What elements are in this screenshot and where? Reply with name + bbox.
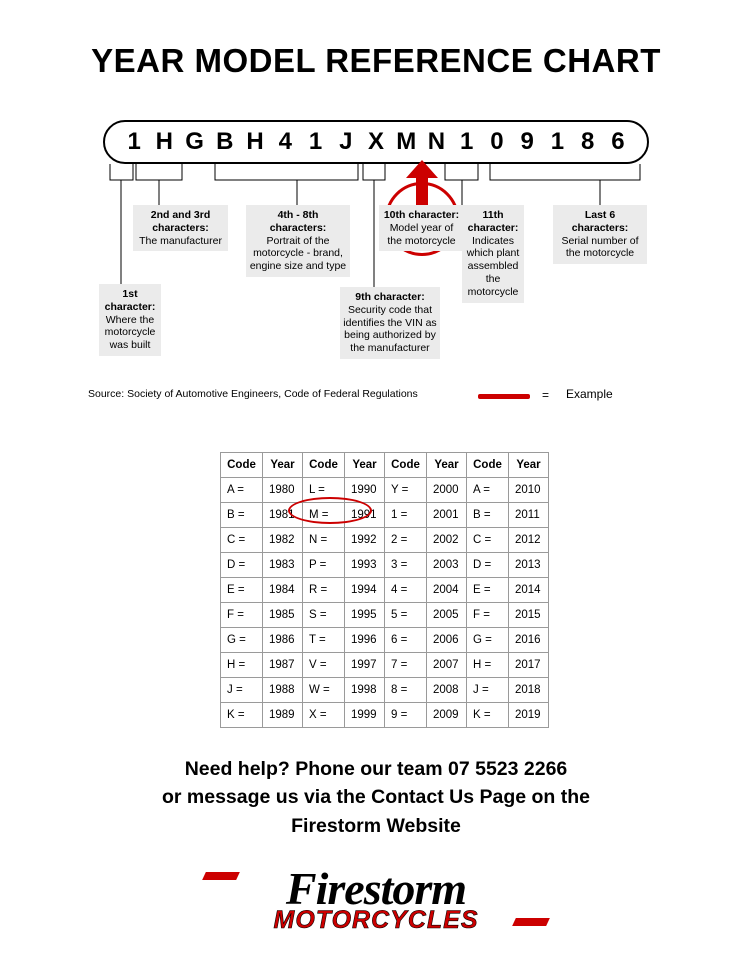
vin-char-5: H	[246, 128, 264, 155]
help-line-2: or message us via the Contact Us Page on the	[161, 786, 591, 809]
table-row	[221, 553, 549, 578]
cell-code: C =	[221, 528, 263, 553]
vin-char-13: 0	[490, 128, 504, 155]
cell-year: 2007	[427, 653, 467, 678]
logo-slash-right-icon	[512, 918, 550, 926]
vin-char-7: 1	[308, 128, 323, 155]
cell-year: 1987	[263, 653, 303, 678]
cell-code: B =	[221, 503, 263, 528]
callout-heading: 4th - 8th characters:	[269, 209, 327, 234]
cell-year: 2006	[427, 628, 467, 653]
cell-code: 1 =	[385, 503, 427, 528]
cell-year: 2013	[509, 553, 549, 578]
cell-code: 6 =	[385, 628, 427, 653]
vin-char-2: H	[155, 128, 174, 155]
cell-code: 3 =	[385, 553, 427, 578]
table-header-code-2: Code	[303, 453, 345, 478]
table-header-year-2: Year	[345, 453, 385, 478]
table-row	[221, 628, 549, 653]
callout-body: The manufacturer	[139, 234, 222, 247]
cell-year: 1994	[345, 578, 385, 603]
vin-char-9: X	[367, 128, 384, 155]
cell-code: F =	[467, 603, 509, 628]
cell-code: Y =	[385, 478, 427, 503]
callout-body: Indicates which plant assembled the motorcycle	[466, 234, 520, 298]
table-row	[221, 578, 549, 603]
callout-4th-8th-characters	[246, 205, 350, 277]
cell-year: 1988	[263, 678, 303, 703]
cell-year: 1983	[263, 553, 303, 578]
callout-body: Security code that identifies the VIN as being authorized by the manufacturer	[343, 303, 437, 355]
callout-2nd-3rd-characters	[133, 205, 228, 251]
callout-heading: 1st character:	[104, 288, 156, 313]
callout-heading: 9th character:	[355, 291, 425, 303]
table-row	[221, 603, 549, 628]
cell-code: J =	[221, 678, 263, 703]
callout-heading: Last 6 characters:	[571, 209, 629, 234]
cell-year: 2000	[427, 478, 467, 503]
source-note: Source: Society of Automotive Engineers, Code of Federal Regulations	[88, 388, 418, 400]
cell-code: B =	[467, 503, 509, 528]
vin-char-15: 1	[550, 128, 565, 155]
cell-year: 2018	[509, 678, 549, 703]
cell-code: L =	[303, 478, 345, 503]
cell-code: G =	[221, 628, 263, 653]
vin-char-4: B	[216, 128, 234, 155]
vin-char-3: G	[185, 128, 204, 155]
help-line-1: Need help? Phone our team 07 5523 2266	[184, 758, 568, 780]
table-row	[221, 503, 549, 528]
table-header-year-4: Year	[509, 453, 549, 478]
cell-year: 1995	[345, 603, 385, 628]
help-line-3: Firestorm Website	[291, 814, 461, 837]
help-text	[0, 755, 752, 840]
year-code-table-wrapper	[220, 452, 549, 728]
cell-year: 1997	[345, 653, 385, 678]
cell-year: 2014	[509, 578, 549, 603]
example-equals-sign: =	[542, 388, 550, 402]
table-row	[221, 478, 549, 503]
vin-char-17: 6	[611, 128, 625, 155]
table-header-code-3: Code	[385, 453, 427, 478]
callout-body: Where the motorcycle was built	[104, 313, 156, 352]
cell-year: 1982	[263, 528, 303, 553]
cell-code: G =	[467, 628, 509, 653]
callout-11th-character	[462, 205, 524, 303]
vin-char-1: 1	[127, 128, 141, 155]
callout-9th-character	[340, 287, 440, 359]
cell-year: 2002	[427, 528, 467, 553]
callout-1st-character	[99, 284, 161, 356]
cell-code: F =	[221, 603, 263, 628]
cell-year: 2008	[427, 678, 467, 703]
cell-year: 2009	[427, 703, 467, 728]
table-header-year-3: Year	[427, 453, 467, 478]
year-1991-highlight-circle	[288, 497, 372, 524]
cell-code: R =	[303, 578, 345, 603]
vin-char-8: J	[339, 128, 353, 155]
cell-code: S =	[303, 603, 345, 628]
callout-body: Serial number of the motorcycle	[561, 234, 639, 260]
cell-code-m: M =	[303, 503, 345, 528]
vin-number-box	[103, 120, 649, 164]
table-header-year-1: Year	[263, 453, 303, 478]
logo-wordmark-firestorm: Firestorm	[285, 863, 467, 914]
table-header-row	[221, 453, 549, 478]
table-row	[221, 703, 549, 728]
cell-code: H =	[467, 653, 509, 678]
cell-year: 1981	[263, 503, 303, 528]
callout-heading: 2nd and 3rd characters:	[150, 209, 211, 234]
cell-code: E =	[467, 578, 509, 603]
logo-wordmark-motorcycles: MOTORCYCLES	[273, 906, 479, 934]
firestorm-motorcycles-logo	[196, 862, 556, 938]
cell-year: 1993	[345, 553, 385, 578]
callout-heading: 10th character:	[383, 209, 460, 221]
year-table-body	[221, 478, 549, 728]
cell-code: 2 =	[385, 528, 427, 553]
cell-year: 2016	[509, 628, 549, 653]
cell-year: 2019	[509, 703, 549, 728]
cell-code: 7 =	[385, 653, 427, 678]
cell-code: E =	[221, 578, 263, 603]
cell-code: K =	[467, 703, 509, 728]
vin-char-6: 4	[278, 128, 292, 155]
cell-code: P =	[303, 553, 345, 578]
callout-last-6-characters	[553, 205, 647, 264]
cell-year: 1999	[345, 703, 385, 728]
cell-year: 1984	[263, 578, 303, 603]
example-swatch	[478, 394, 530, 399]
cell-year: 2003	[427, 553, 467, 578]
page-title: YEAR MODEL REFERENCE CHART	[91, 42, 661, 79]
cell-code: T =	[303, 628, 345, 653]
cell-code: N =	[303, 528, 345, 553]
cell-code: X =	[303, 703, 345, 728]
cell-code: 4 =	[385, 578, 427, 603]
cell-year-1991: 1991	[345, 503, 385, 528]
year-code-table	[220, 452, 549, 728]
cell-year: 2005	[427, 603, 467, 628]
cell-year: 2001	[427, 503, 467, 528]
model-year-arrow-icon	[402, 160, 442, 210]
cell-year: 1980	[263, 478, 303, 503]
cell-code: 9 =	[385, 703, 427, 728]
cell-code: K =	[221, 703, 263, 728]
callout-heading: 11th character:	[467, 209, 519, 234]
cell-year: 2010	[509, 478, 549, 503]
cell-code: A =	[467, 478, 509, 503]
cell-code: J =	[467, 678, 509, 703]
cell-year: 1990	[345, 478, 385, 503]
vin-char-14: 9	[520, 128, 534, 155]
cell-year: 1986	[263, 628, 303, 653]
vin-char-11: N	[427, 128, 446, 155]
cell-year: 2017	[509, 653, 549, 678]
vin-char-10-model-year: M	[396, 128, 417, 155]
cell-code: W =	[303, 678, 345, 703]
cell-year: 2011	[509, 503, 549, 528]
cell-code: 5 =	[385, 603, 427, 628]
cell-year: 1985	[263, 603, 303, 628]
cell-year: 1992	[345, 528, 385, 553]
cell-year: 1989	[263, 703, 303, 728]
cell-code: C =	[467, 528, 509, 553]
cell-code: V =	[303, 653, 345, 678]
cell-year: 2012	[509, 528, 549, 553]
cell-code: H =	[221, 653, 263, 678]
vin-char-12: 1	[460, 128, 474, 155]
table-row	[221, 678, 549, 703]
cell-code: 8 =	[385, 678, 427, 703]
cell-year: 2015	[509, 603, 549, 628]
cell-code: D =	[467, 553, 509, 578]
example-label: Example	[566, 387, 613, 401]
table-header-code-4: Code	[467, 453, 509, 478]
vin-char-16: 8	[580, 128, 595, 155]
callout-body: Portrait of the motorcycle - brand, engine size and type	[249, 234, 347, 273]
cell-year: 1996	[345, 628, 385, 653]
cell-year: 1998	[345, 678, 385, 703]
table-row	[221, 528, 549, 553]
callout-body: Model year of the motorcycle	[387, 221, 456, 247]
cell-code: D =	[221, 553, 263, 578]
cell-code: A =	[221, 478, 263, 503]
callout-10th-character	[379, 205, 464, 251]
cell-year: 2004	[427, 578, 467, 603]
table-header-code-1: Code	[221, 453, 263, 478]
table-row	[221, 653, 549, 678]
